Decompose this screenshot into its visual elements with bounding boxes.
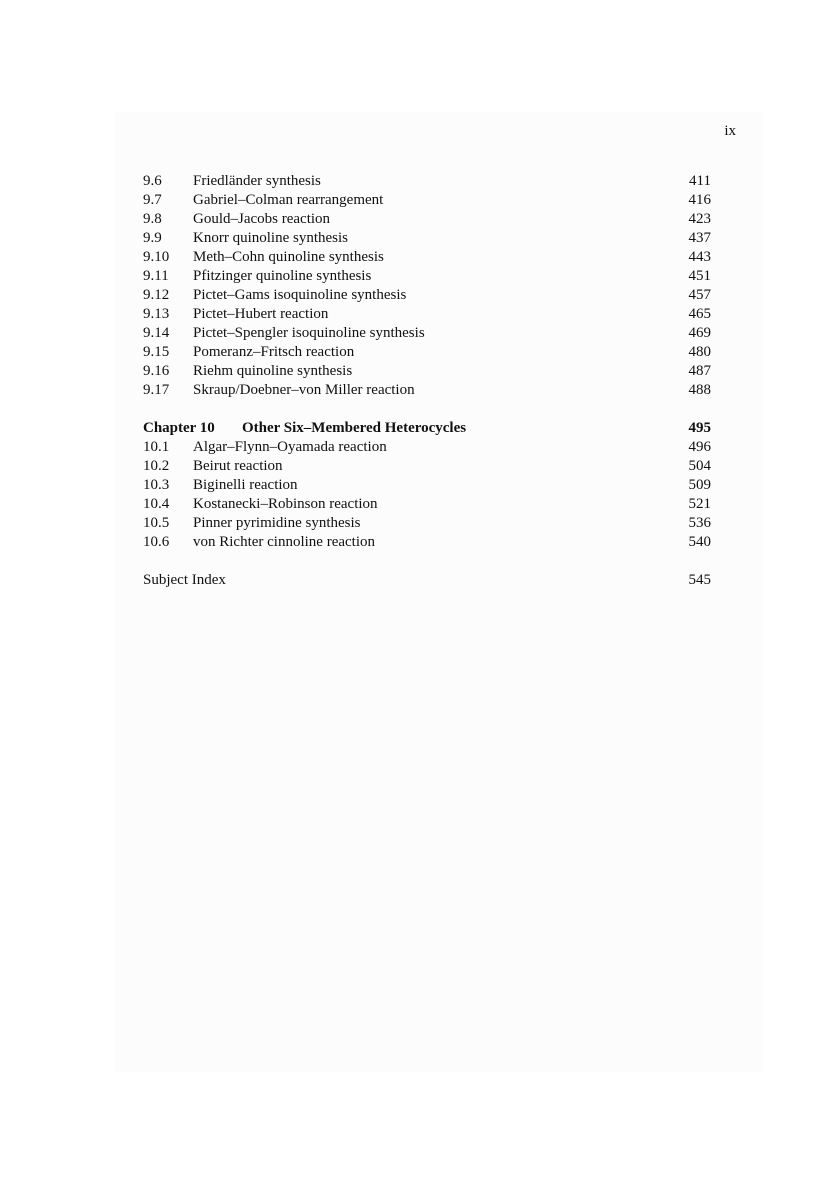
entry-number: 9.12: [143, 287, 170, 303]
toc-entry-9-14[interactable]: [143, 324, 711, 343]
subject-index-entry[interactable]: [143, 571, 711, 590]
entry-title: Friedländer synthesis: [193, 173, 321, 189]
entry-number: 9.8: [143, 211, 162, 227]
entry-page: 423: [688, 211, 711, 227]
entry-number: 9.15: [143, 344, 170, 360]
chapter-title: Other Six–Membered Heterocycles: [242, 420, 467, 436]
entry-page: 457: [688, 287, 711, 303]
chapter-label: Chapter 10: [143, 420, 215, 436]
entry-title: Gabriel–Colman rearrangement: [193, 192, 384, 208]
entry-number: 10.3: [143, 477, 170, 493]
spacer: [143, 400, 711, 419]
table-of-contents: [143, 172, 711, 590]
toc-entry-9-12[interactable]: [143, 286, 711, 305]
entry-page: 540: [688, 534, 711, 550]
entry-title: von Richter cinnoline reaction: [193, 534, 376, 550]
entry-number: 9.13: [143, 306, 170, 322]
entry-page: 465: [688, 306, 711, 322]
spacer: [143, 552, 711, 571]
entry-page: 536: [688, 515, 711, 531]
toc-entry-9-16[interactable]: [143, 362, 711, 381]
entry-title: Pictet–Hubert reaction: [193, 306, 329, 322]
entry-title: Knorr quinoline synthesis: [193, 230, 348, 246]
entry-title: Algar–Flynn–Oyamada reaction: [193, 439, 387, 455]
entry-page: 437: [688, 230, 711, 246]
toc-entry-9-11[interactable]: [143, 267, 711, 286]
entry-title: Pinner pyrimidine synthesis: [193, 515, 361, 531]
toc-entry-9-9[interactable]: [143, 229, 711, 248]
entry-number: 9.16: [143, 363, 170, 379]
subject-index-label: Subject Index: [143, 572, 226, 588]
subject-index-page: 545: [688, 572, 711, 588]
toc-entry-10-6[interactable]: [143, 533, 711, 552]
entry-title: Kostanecki–Robinson reaction: [193, 496, 378, 512]
entry-page: 487: [688, 363, 711, 379]
toc-entry-9-6[interactable]: [143, 172, 711, 191]
entry-title: Pictet–Gams isoquinoline synthesis: [193, 287, 407, 303]
entry-number: 10.6: [143, 534, 170, 550]
toc-entry-10-5[interactable]: [143, 514, 711, 533]
entry-page: 488: [688, 382, 711, 398]
entry-title: Beirut reaction: [193, 458, 283, 474]
entry-number: 9.6: [143, 173, 162, 189]
entry-title: Biginelli reaction: [193, 477, 298, 493]
chapter-page: 495: [688, 420, 711, 436]
entry-number: 10.1: [143, 439, 170, 455]
chapter-10-heading[interactable]: [143, 419, 711, 438]
entry-page: 509: [688, 477, 711, 493]
toc-entry-10-1[interactable]: [143, 438, 711, 457]
entry-number: 9.11: [143, 268, 169, 284]
entry-number: 9.10: [143, 249, 170, 265]
toc-entry-9-15[interactable]: [143, 343, 711, 362]
entry-title: Pictet–Spengler isoquinoline synthesis: [193, 325, 425, 341]
entry-number: 10.2: [143, 458, 170, 474]
toc-entry-9-7[interactable]: [143, 191, 711, 210]
toc-entry-9-10[interactable]: [143, 248, 711, 267]
toc-entry-10-3[interactable]: [143, 476, 711, 495]
entry-page: 411: [689, 173, 711, 189]
toc-entry-10-4[interactable]: [143, 495, 711, 514]
entry-number: 10.5: [143, 515, 170, 531]
entry-number: 10.4: [143, 496, 170, 512]
entry-page: 504: [688, 458, 711, 474]
entry-title: Gould–Jacobs reaction: [193, 211, 331, 227]
toc-entry-9-8[interactable]: [143, 210, 711, 229]
toc-entry-10-2[interactable]: [143, 457, 711, 476]
entry-title: Meth–Cohn quinoline synthesis: [193, 249, 384, 265]
entry-page: 451: [688, 268, 711, 284]
entry-page: 443: [688, 249, 711, 265]
entry-title: Riehm quinoline synthesis: [193, 363, 353, 379]
toc-entry-9-17[interactable]: [143, 381, 711, 400]
page-number: ix: [724, 123, 736, 139]
entry-number: 9.9: [143, 230, 162, 246]
entry-title: Skraup/Doebner–von Miller reaction: [193, 382, 415, 398]
entry-page: 416: [688, 192, 711, 208]
entry-page: 469: [688, 325, 711, 341]
entry-number: 9.14: [143, 325, 170, 341]
entry-page: 480: [688, 344, 711, 360]
entry-number: 9.17: [143, 382, 170, 398]
entry-title: Pfitzinger quinoline synthesis: [193, 268, 372, 284]
entry-title: Pomeranz–Fritsch reaction: [193, 344, 355, 360]
toc-entry-9-13[interactable]: [143, 305, 711, 324]
entry-number: 9.7: [143, 192, 162, 208]
entry-page: 521: [688, 496, 711, 512]
entry-page: 496: [688, 439, 711, 455]
